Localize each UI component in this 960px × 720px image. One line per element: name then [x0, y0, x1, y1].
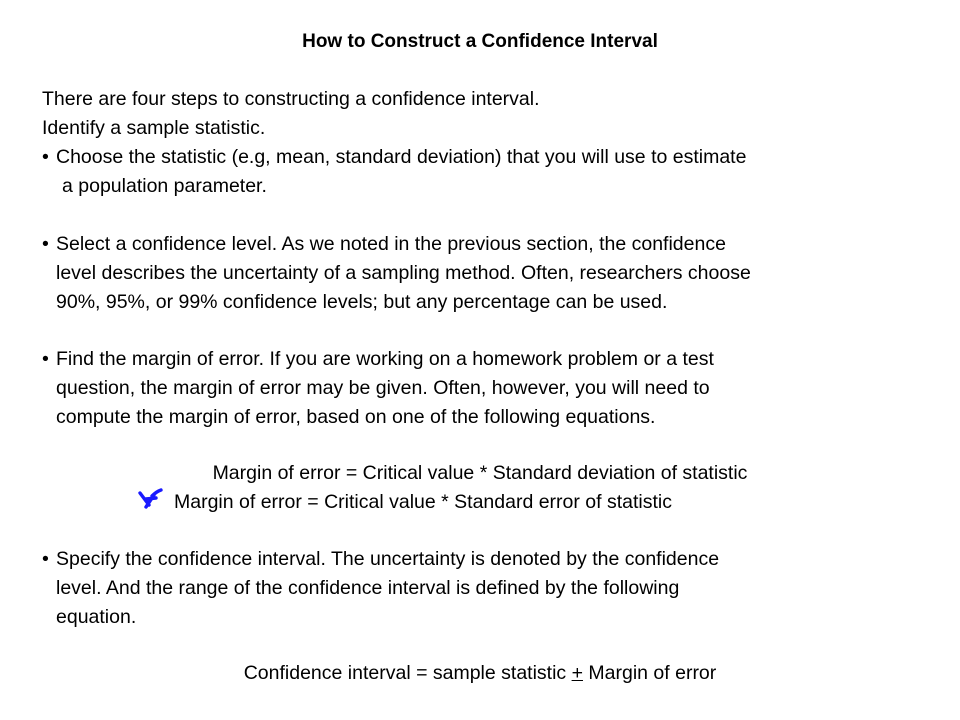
step2-line1 — [42, 232, 726, 256]
step3-text1: Find the margin of error. If you are working on a homework problem or a test — [56, 348, 714, 370]
step2-text1: Select a confidence level. As we noted in the previous section, the confidence — [56, 233, 726, 255]
bullet: • — [42, 348, 49, 370]
confidence-interval-equation — [0, 661, 960, 685]
bullet: • — [42, 548, 49, 570]
intro-text: There are four steps to constructing a confidence interval. — [42, 88, 540, 110]
step4-line3: equation. — [56, 606, 137, 628]
step1-line2: a population parameter. — [62, 175, 267, 197]
plus-minus-symbol: + — [571, 662, 583, 684]
bullet: • — [42, 146, 49, 168]
page-title: How to Construct a Confidence Interval — [302, 31, 658, 52]
equation-std-deviation: Margin of error = Critical value * Standard deviation of statistic — [212, 462, 748, 484]
step2-line3: 90%, 95%, or 99% confidence levels; but any percentage can be used. — [56, 291, 668, 313]
step1-line1 — [42, 145, 746, 169]
step4-line2: level. And the range of the confidence interval is defined by the following — [56, 577, 680, 599]
step3-line1 — [42, 347, 714, 371]
step1-heading: Identify a sample statistic. — [42, 117, 266, 139]
step3-line3: compute the margin of error, based on one of the following equations. — [56, 406, 656, 428]
equation-std-error: Margin of error = Critical value * Standard error of statistic — [174, 491, 672, 513]
step3-line2: question, the margin of error may be given. Often, however, you will need to — [56, 377, 710, 399]
step2-line2: level describes the uncertainty of a sampling method. Often, researchers choose — [56, 262, 751, 284]
step4-text1: Specify the confidence interval. The uncertainty is denoted by the confidence — [56, 548, 720, 570]
step4-line1 — [42, 547, 719, 571]
equation-rhs: Margin of error — [582, 662, 717, 684]
handwritten-checkmark-icon — [134, 483, 166, 515]
bullet: • — [42, 233, 49, 255]
step1-text1: Choose the statistic (e.g, mean, standard deviation) that you will use to estimate — [56, 146, 747, 168]
equation-lhs: Confidence interval = sample statistic — [243, 662, 572, 684]
